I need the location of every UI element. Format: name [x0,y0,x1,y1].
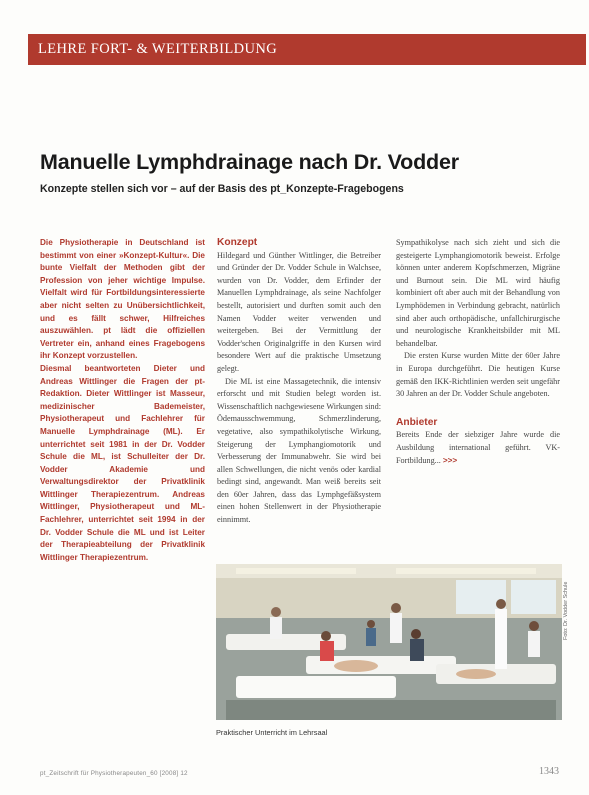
article-title: Manuelle Lymphdrainage nach Dr. Vodder [40,150,459,174]
photo-credit: Foto: Dr. Vodder Schule [563,581,569,640]
continued-marker: >>> [442,455,458,465]
body-paragraph-3: Sympathikolyse nach sich zieht und sich die gesteigerte Lymphangiomotorik beweist. Erfolge können unter anderem Kopfschmerzen, Migräne und Burnout sein. Die ML wird häufig kombiniert oft aber auch mit der Behandlung von Lymphödemen in Verbindung gebracht, natürlich sind aber auch orthopädische, unfallchirurgische und neurologische Krankheitsbilder mit ML behandelbar. [396,238,560,348]
classroom-photo-illustration [216,564,562,720]
journal-footer: pt_Zeitschrift für Physiotherapeuten_60 [2008] 12 [40,770,188,777]
section-heading-anbieter: Anbieter [396,416,438,428]
body-paragraph-2: Die ML ist eine Massagetechnik, die intensiv erforscht und mit Studien belegt worden ist. Wissenschaftlich nachgewiesene Wirkungen sind: Ödemausschwemmung, Schmerzlinderung, vegetative, also sympathikolytische Wirkung, Steigerung der Lymphangiomotorik und Verbesserung der Immunabwehr. Sie wird bei allen Schwellungen, die nicht venös oder kardial bedingt sind, angewandt. Man weiß bereits seit den 60er Jahren, dass das Lymphgefäßsystem einen hohen Stellenwert in der Physiotherapie einnimmt. [217,376,381,525]
photo-caption: Praktischer Unterricht im Lehrsaal [216,728,328,737]
body-paragraph-4: Die ersten Kurse wurden Mitte der 60er Jahre in Europa durchgeführt. Die heutigen Kurse gemäß den IKK-Richtlinien werden seit ungefähr 30 Jahren an der Dr. Vodder Schule angeboten. [396,351,560,399]
section-heading-konzept: Konzept [217,237,258,248]
classroom-photo [216,564,562,720]
body-paragraph-5 [396,429,560,467]
lead-paragraph-2: Diesmal beantworteten Dieter und Andreas Wittlinger die Fragen der pt-Redaktion. Dieter Wittlinger ist Masseur, medizinischer Bademeister, Physiotherapeut und Fachlehrer für Manuelle Lymphdrainage (ML). Er unterrichtet seit 1981 in der Dr. Vodder Schule die ML, ist Schulleiter der Dr. Vodder Akademie und Verwaltungsdirektor der Privatklinik Wittlinger Therapiezentrum. Andreas Wittlinger, Physiotherapeut und ML-Fachlehrer, unterrichtet seit 1994 in der Dr. Vodder Schule die ML und ist Leiter der Therapieabteilung der Privatklinik Wittlinger Therapiezentrum. [40,363,205,562]
body-paragraph-5-text: Bereits Ende der siebziger Jahre wurde die Ausbildung international geführt. VK-Fortbildung... [396,430,560,465]
body-column-3 [396,237,560,467]
article-subtitle: Konzepte stellen sich vor – auf der Basis des pt_Konzepte-Fragebogens [40,183,404,195]
lead-column [40,237,205,564]
page-number: 1343 [539,766,559,777]
banner-rule [28,64,586,65]
section-banner [28,34,586,64]
lead-paragraph-1: Die Physiotherapie in Deutschland ist bestimmt von einer »Konzept-Kultur«. Die bunte Vielfalt der Methoden gibt der Profession von jeher wichtige Impulse. Vielfalt wird für Fortbildungsinteressierte aber nicht selten zu Unübersichtlichkeit, und es fällt schwer, Hilfreiches auszuwählen. pt lädt die offiziellen Vertreter ein, anhand eines Fragebogens ihr Konzept vorzustellen. [40,238,205,361]
body-column-2 [217,237,381,527]
body-paragraph-1: Hildegard und Günther Wittlinger, die Betreiber und Gründer der Dr. Vodder Schule in Walchsee, wurden von Dr. Vodder, dem Erfinder der Manuellen Lymphdrainage, als seine Nachfolger bestellt, autorisiert und durften somit auch den Namen Vodder weiter verwenden und weitergeben. Bei der Vermittlung der Vodder'schen Originalgriffe in den Kursen wird besondere Wert auf die praktische Umsetzung gelegt. [217,250,381,373]
section-banner-label: LEHRE FORT- & WEITERBILDUNG [38,41,278,57]
